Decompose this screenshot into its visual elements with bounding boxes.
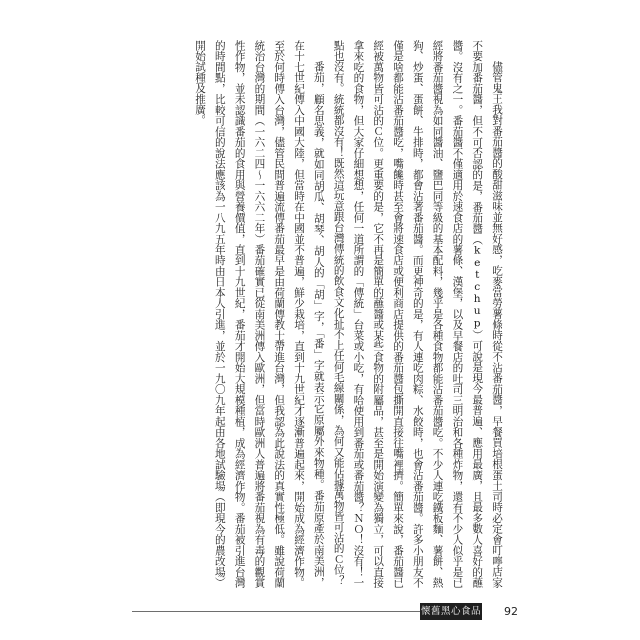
book-title-label: 懷舊黑心食品: [420, 603, 482, 620]
page-footer: [132, 602, 544, 622]
paragraph-tomato-history: 番茄，顧名思義，就如同胡瓜、胡琴、胡人的「胡」字，「番」字就表示它原屬外來物種。番茄原產於南美洲，在十七世紀傳入中國大陸，但當時在中國並不普遍，鮮少栽培，直到十九世紀才逐漸普遍起來，開始成為經濟作物。至於何時傳入台灣，儘管民間普遍流傳番茄最早是由荷蘭傳教士帶進台灣，但我認為此說法的真實性極低。雖說荷蘭統治台灣的期間（一六二四～一六六二年）番茄確實已從南美洲傳入歐洲，但當時歐洲人普遍將番茄視為有毒的觀賞性作物，並未認識番茄的食用與營養價值，直到十九世紀，番茄才開始大規模種植，成為經濟作物。番茄被引進台灣的時間點，比較可信的說法應該為一八九五年時由日本人引進，並於一九〇九年起由各地試驗場（即現今的農改場）開始試種及推廣。: [194, 40, 325, 588]
page-number: 92: [504, 605, 518, 618]
paragraph-ketchup: 儘管鬼王我對番茄醬的酸甜滋味並無好感，吃麥當勞薯條時從不沾番茄醬，早餐買培根蛋土司時必定會叮嚀店家不要加番茄醬，但不可否認的是，番茄醬（ketchup）可說是現今最普遍、應用最廣，且最多數人喜好的蘸醬。沒有之一。番茄醬不僅適用於速食店的薯條、漢堡，以及早餐店的吐司三明治和各種炸物，還有不少人似乎是已經將番茄醬視為如同醬油、鹽巴同等級的基本配料，幾乎是各種食物都能沾番茄醬吃。不少人連吃鐵板麵、薯餅、熱狗、炒蛋、蛋餅、牛排時，都會沾著番茄醬。而更神奇的是，有人連吃肉粽、水餃時，也會沾番茄醬。許多小朋友不僅是啥都能沾番茄醬吃，嘴饞時甚至會將速食店或便利商店提供的番茄醬包撕開直接往嘴裡擠。簡單來說，番茄醬已經被萬物皆可沾的Ｃ位。更重要的是，它不再是簡單的蘸醬或某些食物的附屬品，甚至是開始演變為獨立，可以直接拿來吃的食物，但大家仔細想想，任何一道所謂的「傳統」台菜或小吃，有哈使用到番茄或番茄醬？ＮＯ！沒有！一點也沒有。統統都沒有！既然這玩意跟台灣傳統的飲食文化扯不上任何毛線關係，為何又能佔據萬物皆可沾的Ｃ位？: [332, 40, 503, 588]
body-text: [134, 40, 506, 588]
